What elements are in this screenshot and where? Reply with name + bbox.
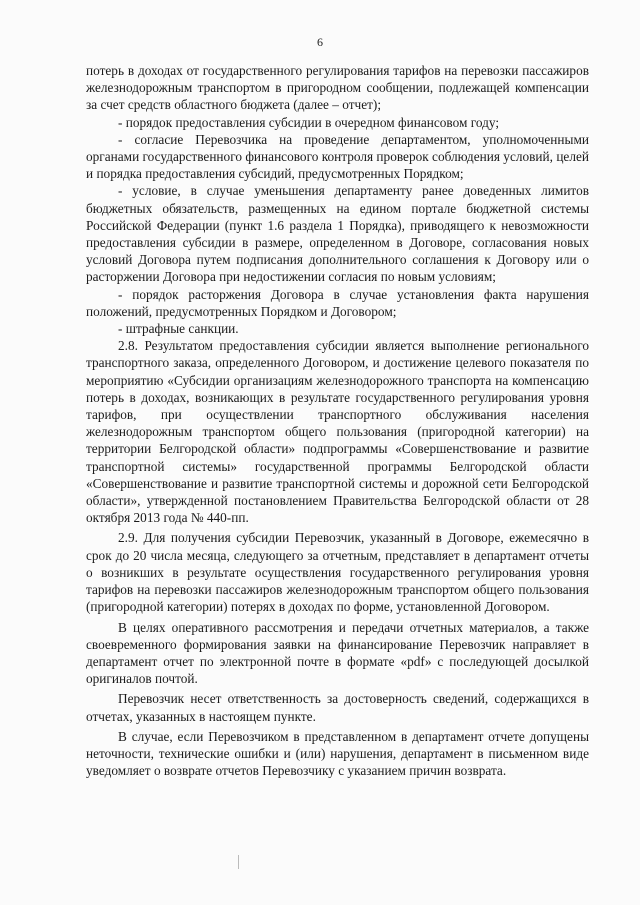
paragraph-continuation: потерь в доходах от государственного регулирования тарифов на перевозки пассажиров железнодорожным транспортом в пригородном сообщении, подлежащей компенсации за счет средств областного бюджета (далее – отчет); bbox=[86, 63, 589, 113]
clause-2-8: 2.8. Результатом предоставления субсидии является выполнение регионального транспортного заказа, определенного Договором, и достижение целевого показателя по мероприятию «Субсидии организациям железнодорожного транспорта на компенсацию потерь в доходах, возникающих в результате государственного регулирования уровня тарифов, при осуществлении транспортного обслуживания населения железнодорожным транспортом общего пользования (пригородной категории) на территории Белгородской области» подпрограммы «Совершенствование и развитие транспортной системы» государственной программы Белгородской области «Совершенствование и развитие транспортной системы и дорожной сети Белгородской области», утвержденной постановлением Правительства Белгородской области от 28 октября 2013 года № 440-пп. bbox=[86, 338, 589, 526]
list-item-subsidy-order: - порядок предоставления субсидии в очередном финансовом году; bbox=[118, 114, 500, 130]
document-body bbox=[86, 62, 589, 779]
list-item-termination-order: - порядок расторжения Договора в случае установления факта нарушения положений, предусмотренных Порядком и Договором; bbox=[86, 286, 589, 319]
paragraph-electronic-submission: В целях оперативного рассмотрения и передачи отчетных материалов, а также своевременного формирования заявки на финансирование Перевозчик направляет в департамент отчет по электронной почте в формате «pdf» с последующей досылкой оригиналов почтой. bbox=[86, 619, 589, 687]
list-item-consent-to-inspections: - согласие Перевозчика на проведение департаментом, уполномоченными органами государственного финансового контроля проверок соблюдения условий, целей и порядка предоставления субсидий, предусмотренных Порядком; bbox=[86, 131, 589, 182]
list-item-penalties: - штрафные санкции. bbox=[118, 321, 239, 337]
scan-artifact-mark bbox=[238, 855, 239, 869]
page-number: 6 bbox=[317, 35, 323, 49]
list-item-limit-reduction-condition: - условие, в случае уменьшения департаменту ранее доведенных лимитов бюджетных обязательств, размещенных на едином портале бюджетной системы Российской Федерации (пункт 1.6 раздела 1 Порядка), приводящего к невозможности предоставления субсидии в размере, определенном в Договоре, согласования новых условий Договора путем подписания дополнительного соглашения к Договору или о расторжении Договора при недостижении согласия по новым условиям; bbox=[86, 183, 589, 285]
paragraph-return-of-reports: В случае, если Перевозчиком в представленном в департамент отчете допущены неточности, технические ошибки и (или) нарушения, департамент в письменном виде уведомляет о возврате отчетов Перевозчику с указанием причин возврата. bbox=[86, 728, 589, 779]
paragraph-responsibility: Перевозчик несет ответственность за достоверность сведений, содержащихся в отчетах, указанных в настоящем пункте. bbox=[86, 691, 589, 724]
clause-2-9: 2.9. Для получения субсидии Перевозчик, указанный в Договоре, ежемесячно в срок до 20 числа месяца, следующего за отчетным, представляет в департамент отчеты о возникших в результате осуществления государственного регулирования уровня тарифов на перевозки пассажиров железнодорожным транспортом общего пользования (пригородной категории) потерях в доходах по форме, установленной Договором. bbox=[86, 530, 589, 615]
